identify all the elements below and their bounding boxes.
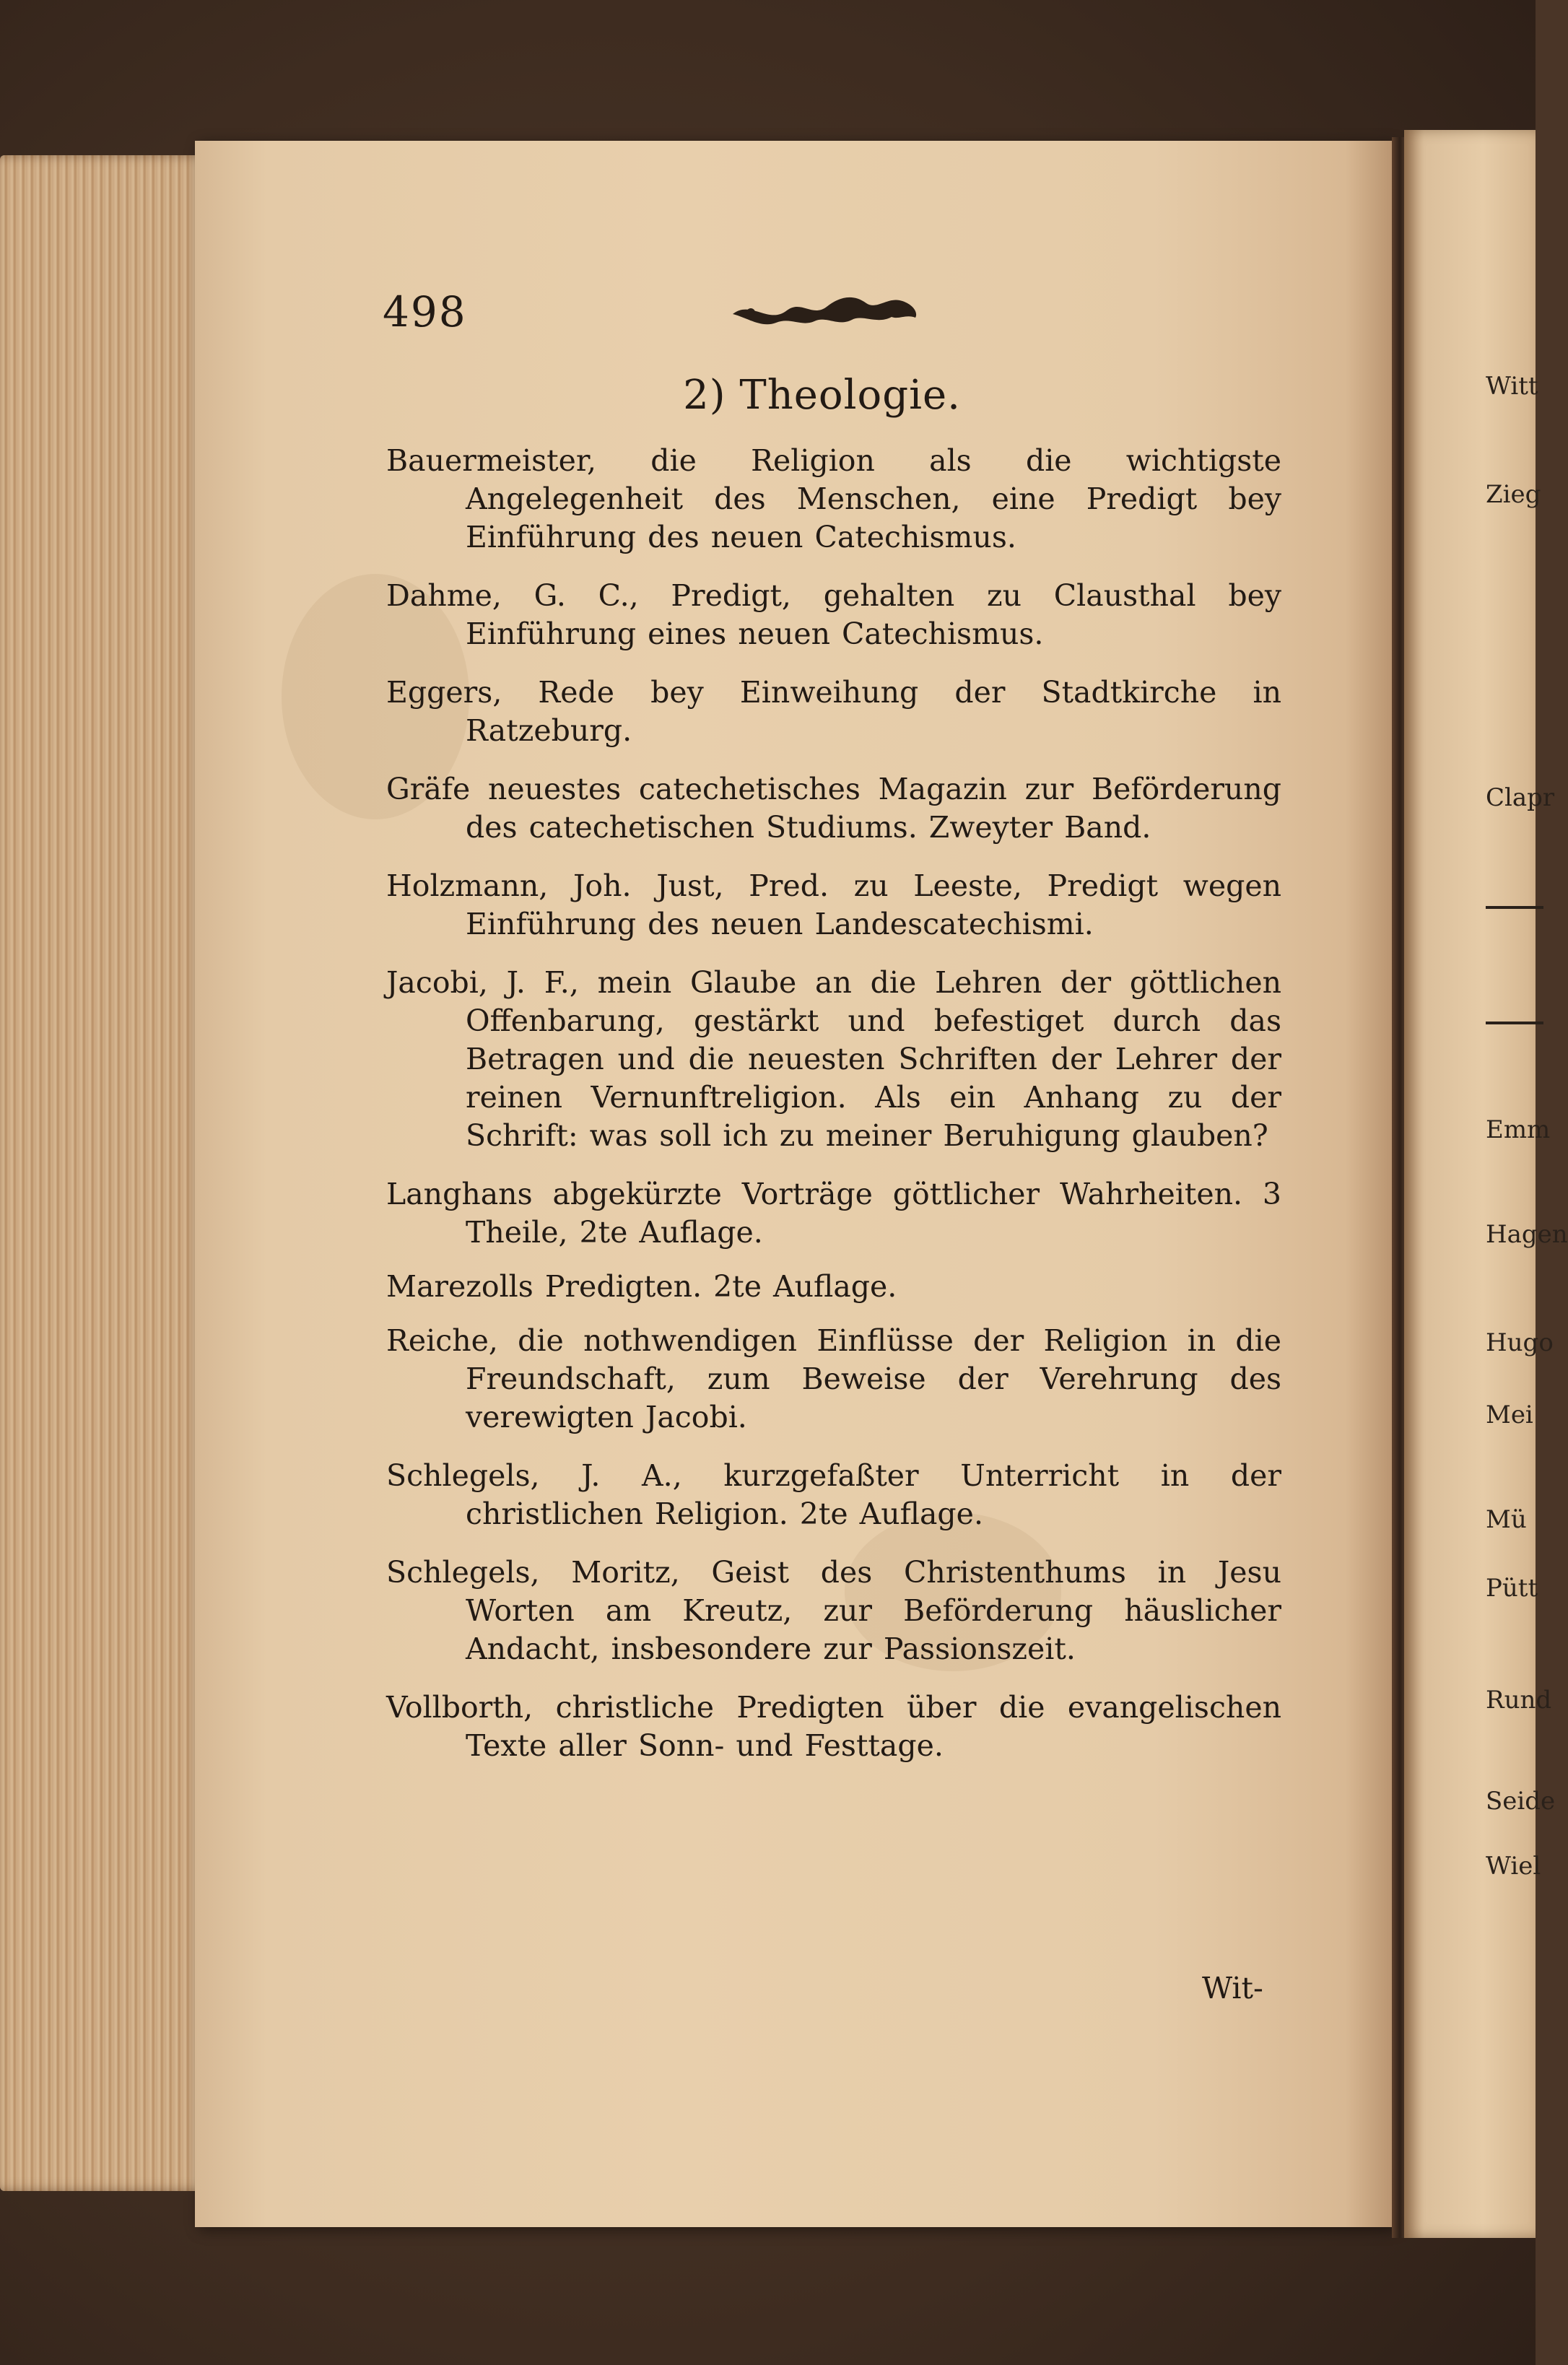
facing-page-fragment: Zieg bbox=[1486, 480, 1541, 509]
section-heading: 2) Theologie. bbox=[683, 372, 961, 419]
facing-page-rule bbox=[1486, 906, 1543, 909]
bibliography-entry: Reiche, die nothwendigen Einflüsse der Religion in die Freundschaft, zum Beweise der Verehrung des verewigten Jacobi. bbox=[386, 1323, 1281, 1434]
facing-page-fragment: Clapr bbox=[1486, 783, 1555, 812]
facing-page-fragment: Mei bbox=[1486, 1401, 1533, 1429]
facing-page-text bbox=[1486, 0, 1568, 2365]
bibliography-entry: Schlegels, J. A., kurzgefaßter Unterricht in der christlichen Religion. 2te Auflage. bbox=[386, 1458, 1281, 1531]
decorative-ornament-icon bbox=[729, 285, 920, 336]
bibliography-entry: Bauermeister, die Religion als die wichtigste Angelegenheit des Menschen, eine Predigt bey Einführung des neuen Catechismus. bbox=[386, 443, 1281, 554]
facing-page-fragment: Hagen bbox=[1486, 1220, 1568, 1249]
facing-page-fragment: Mü bbox=[1486, 1505, 1527, 1534]
page-number: 498 bbox=[383, 287, 467, 336]
bibliography-entry: Schlegels, Moritz, Geist des Christenthums in Jesu Worten am Kreutz, zur Beförderung häuslicher Andacht, insbesondere zur Passionszeit. bbox=[386, 1555, 1281, 1666]
facing-page-fragment: Wiel bbox=[1486, 1852, 1541, 1881]
bibliography-entry: Dahme, G. C., Predigt, gehalten zu Clausthal bey Einführung eines neuen Catechismus. bbox=[386, 578, 1281, 651]
bibliography-entry: Marezolls Predigten. 2te Auflage. bbox=[386, 1269, 897, 1304]
facing-page-fragment: Emm bbox=[1486, 1115, 1551, 1144]
bibliography-entry: Langhans abgekürzte Vorträge göttlicher Wahrheiten. 3 Theile, 2te Auflage. bbox=[386, 1177, 1281, 1250]
bibliography-entry: Gräfe neuestes catechetisches Magazin zur Beförderung des catechetischen Studiums. Zweyter Band. bbox=[386, 772, 1281, 845]
bibliography-entry: Eggers, Rede bey Einweihung der Stadtkirche in Ratzeburg. bbox=[386, 675, 1281, 748]
facing-page-fragment: Seide bbox=[1486, 1787, 1556, 1816]
bibliography-list bbox=[386, 442, 1281, 1785]
facing-page-fragment: Pütt bbox=[1486, 1574, 1538, 1603]
bibliography-entry: Holzmann, Joh. Just, Pred. zu Leeste, Predigt wegen Einführung des neuen Landescatechismi. bbox=[386, 868, 1281, 941]
catchword: Wit- bbox=[1202, 1971, 1263, 2005]
facing-page-fragment: Witt bbox=[1486, 372, 1538, 401]
bibliography-entry: Jacobi, J. F., mein Glaube an die Lehren der göttlichen Offenbarung, gestärkt und befestiget durch das Betragen und die neuesten Schriften der Lehrer der reinen Vernunftreligion. Als ein Anhang zu der Schrift: was soll ich zu meiner Beruhigung glauben? bbox=[386, 965, 1281, 1153]
facing-page-fragment: Hugo bbox=[1486, 1328, 1554, 1357]
bibliography-entry: Vollborth, christliche Predigten über die evangelischen Texte aller Sonn- und Festtage. bbox=[386, 1690, 1281, 1763]
page-edges bbox=[0, 155, 217, 2191]
facing-page-rule bbox=[1486, 1022, 1543, 1024]
facing-page-fragment: Rund bbox=[1486, 1686, 1552, 1715]
